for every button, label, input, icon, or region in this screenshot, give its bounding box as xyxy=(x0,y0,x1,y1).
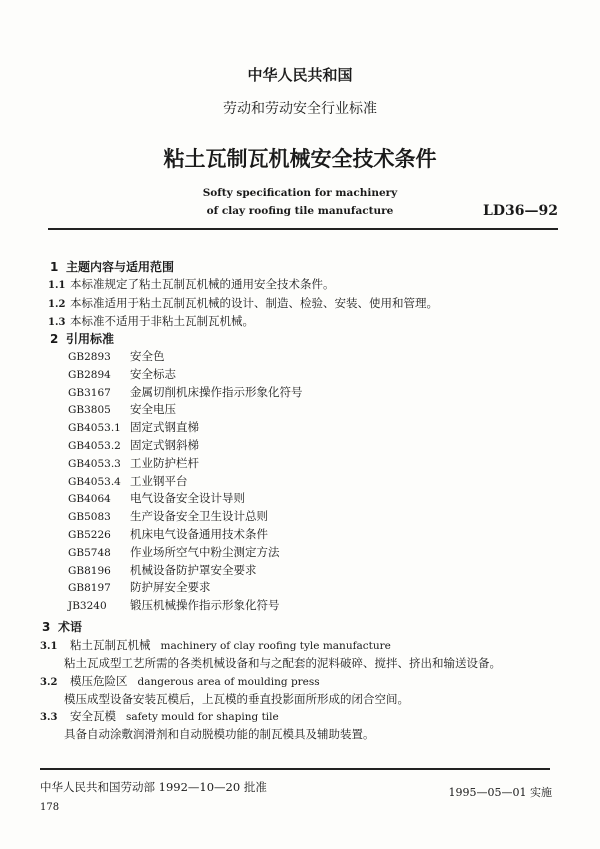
approval-date: 中华人民共和国劳动部 1992—10—20 批准 xyxy=(40,780,267,794)
term-heading: 3.2 模压危险区 dangerous area of moulding press xyxy=(40,673,320,688)
header-divider xyxy=(48,228,558,230)
reference-code: GB8196 xyxy=(68,564,111,577)
standard-category: 劳动和劳动安全行业标准 xyxy=(223,101,377,117)
reference-code: GB2894 xyxy=(68,368,111,381)
reference-name: 工业钢平台 xyxy=(130,473,188,488)
term-definition: 模压成型设备安装瓦模后，上瓦模的垂直投影面所形成的闭合空间。 xyxy=(64,691,409,706)
reference-code: GB4053.4 xyxy=(68,475,121,488)
reference-item xyxy=(68,366,176,382)
reference-name: 固定式钢斜梯 xyxy=(130,438,199,452)
section-2-heading: 2 引用标准 xyxy=(50,332,115,346)
standard-code: LD36—92 xyxy=(483,203,558,219)
reference-name: 安全标志 xyxy=(130,366,176,381)
english-title-line1: Softy specification for machinery xyxy=(202,187,398,199)
reference-item xyxy=(68,508,268,524)
reference-name: 锻压机械操作指示形象化符号 xyxy=(130,598,280,613)
english-title-line2: of clay roofing tile manufacture xyxy=(206,205,394,217)
reference-code: GB4053.3 xyxy=(68,457,121,470)
reference-code: GB4053.2 xyxy=(68,440,121,452)
reference-name: 作业场所空气中粉尘测定方法 xyxy=(130,544,280,559)
reference-item xyxy=(68,437,199,453)
reference-item xyxy=(68,455,199,471)
reference-item xyxy=(68,544,280,560)
reference-code: GB5226 xyxy=(68,529,111,541)
reference-item xyxy=(68,579,211,595)
reference-code: GB2893 xyxy=(68,351,111,363)
reference-code: GB4053.1 xyxy=(68,422,121,435)
term-heading: 3.3 安全瓦模 safety mould for shaping tile xyxy=(40,709,279,723)
term-definition: 具备自动涂敷润滑剂和自动脱模功能的制瓦模具及辅助装置。 xyxy=(64,727,375,741)
section-1-heading: 1 主题内容与适用范围 xyxy=(50,260,175,274)
reference-item xyxy=(68,490,245,506)
clause-1-2: 1.2 本标准适用于粘土瓦制瓦机械的设计、制造、检验、安装、使用和管理。 xyxy=(48,296,438,310)
reference-code: GB3167 xyxy=(68,386,111,399)
term-definition: 粘土瓦成型工艺所需的各类机械设备和与之配套的泥料破碎、搅拌、挤出和输送设备。 xyxy=(64,656,501,670)
reference-item xyxy=(68,562,257,578)
reference-code: GB5748 xyxy=(68,546,111,559)
reference-code: JB3240 xyxy=(68,600,107,613)
footer-divider xyxy=(40,768,550,770)
reference-code: GB3805 xyxy=(68,404,111,417)
clause-1-3: 1.3 本标准不适用于非粘土瓦制瓦机械。 xyxy=(48,314,254,328)
document-title: 粘土瓦制瓦机械安全技术条件 xyxy=(163,147,437,171)
reference-name: 安全电压 xyxy=(130,402,176,417)
reference-item xyxy=(68,473,188,489)
reference-name: 安全色 xyxy=(130,349,165,363)
reference-code: GB8197 xyxy=(68,582,111,595)
reference-item xyxy=(68,526,268,542)
reference-item xyxy=(68,348,165,364)
reference-item xyxy=(68,419,199,435)
effective-date: 1995—05—01 实施 xyxy=(448,786,552,799)
reference-name: 防护屏安全要求 xyxy=(130,580,211,595)
reference-item xyxy=(68,384,303,400)
reference-name: 机床电气设备通用技术条件 xyxy=(130,527,268,541)
reference-name: 金属切削机床操作指示形象化符号 xyxy=(130,384,303,399)
reference-name: 机械设备防护罩安全要求 xyxy=(130,562,257,577)
reference-code: GB5083 xyxy=(68,511,111,524)
country-heading: 中华人民共和国 xyxy=(247,66,353,84)
page-number: 178 xyxy=(40,802,60,813)
section-3-heading: 3 术语 xyxy=(42,620,83,634)
term-heading: 3.1 粘土瓦制瓦机械 machinery of clay roofing tyle manufacture xyxy=(40,638,391,652)
reference-item xyxy=(68,597,280,613)
clause-1-1: 1.1 本标准规定了粘土瓦制瓦机械的通用安全技术条件。 xyxy=(48,277,335,291)
reference-item xyxy=(68,401,176,417)
reference-name: 生产设备安全卫生设计总则 xyxy=(130,509,268,524)
reference-code: GB4064 xyxy=(68,493,111,506)
reference-name: 固定式钢直梯 xyxy=(130,420,199,435)
reference-name: 电气设备安全设计导则 xyxy=(130,491,245,506)
reference-name: 工业防护栏杆 xyxy=(130,455,199,470)
